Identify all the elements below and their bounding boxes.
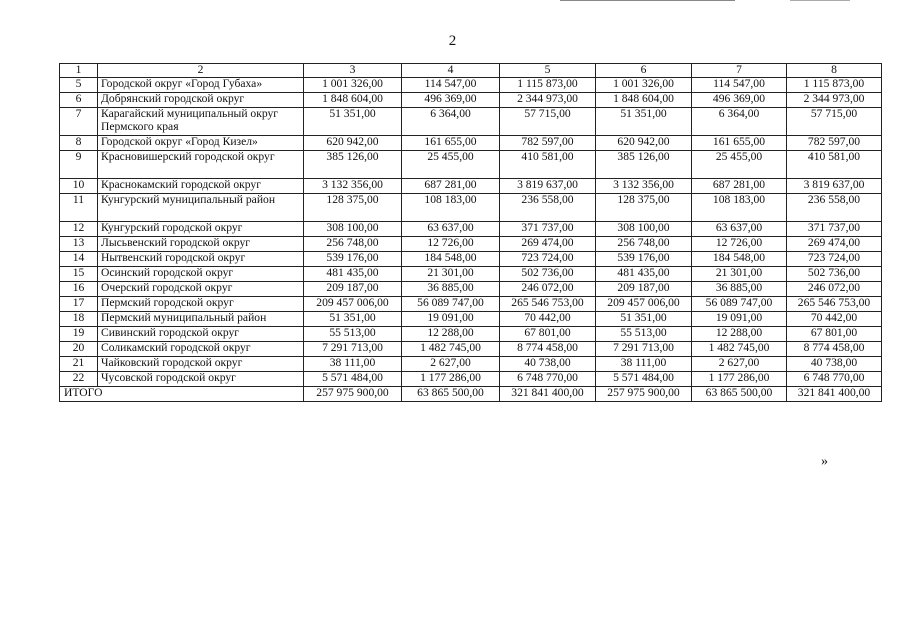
amount-cell: 620 942,00 (596, 136, 692, 151)
amount-cell: 2 344 973,00 (787, 93, 882, 108)
municipality-name-cell: Добрянский городской округ (98, 93, 304, 108)
column-header: 6 (596, 64, 692, 78)
row-number-cell: 17 (60, 297, 98, 312)
total-cell: 321 841 400,00 (787, 387, 882, 402)
amount-cell: 25 455,00 (692, 151, 787, 179)
amount-cell: 161 655,00 (402, 136, 500, 151)
table-row (60, 108, 882, 136)
closing-quote-mark: » (821, 454, 828, 469)
column-header: 4 (402, 64, 500, 78)
table-row (60, 78, 882, 93)
amount-cell: 496 369,00 (692, 93, 787, 108)
amount-cell: 481 435,00 (304, 267, 402, 282)
row-number-cell: 22 (60, 372, 98, 387)
amount-cell: 308 100,00 (304, 222, 402, 237)
amount-cell: 1 115 873,00 (787, 78, 882, 93)
amount-cell: 108 183,00 (692, 194, 787, 222)
amount-cell: 246 072,00 (500, 282, 596, 297)
table-row (60, 297, 882, 312)
row-number-cell: 5 (60, 78, 98, 93)
table-row (60, 151, 882, 179)
amount-cell: 539 176,00 (596, 252, 692, 267)
table-row (60, 136, 882, 151)
amount-cell: 67 801,00 (500, 327, 596, 342)
municipality-name-cell: Городской округ «Город Губаха» (98, 78, 304, 93)
table-row (60, 357, 882, 372)
row-number-cell: 9 (60, 151, 98, 179)
amount-cell: 3 819 637,00 (787, 179, 882, 194)
page-number: 2 (448, 33, 457, 49)
total-cell: 321 841 400,00 (500, 387, 596, 402)
column-header: 7 (692, 64, 787, 78)
municipality-name-cell: Чайковский городской округ (98, 357, 304, 372)
amount-cell: 12 726,00 (692, 237, 787, 252)
amount-cell: 108 183,00 (402, 194, 500, 222)
municipality-name-cell: Карагайский муниципальный округ Пермского края (98, 108, 304, 136)
table-row (60, 194, 882, 222)
amount-cell: 38 111,00 (596, 357, 692, 372)
column-header: 2 (98, 64, 304, 78)
amount-cell: 3 819 637,00 (500, 179, 596, 194)
amount-cell: 385 126,00 (596, 151, 692, 179)
amount-cell: 184 548,00 (692, 252, 787, 267)
amount-cell: 51 351,00 (596, 312, 692, 327)
amount-cell: 114 547,00 (402, 78, 500, 93)
row-number-cell: 6 (60, 93, 98, 108)
amount-cell: 269 474,00 (787, 237, 882, 252)
amount-cell: 56 089 747,00 (402, 297, 500, 312)
column-header: 5 (500, 64, 596, 78)
amount-cell: 51 351,00 (304, 312, 402, 327)
amount-cell: 236 558,00 (500, 194, 596, 222)
amount-cell: 184 548,00 (402, 252, 500, 267)
amount-cell: 256 748,00 (596, 237, 692, 252)
amount-cell: 265 546 753,00 (787, 297, 882, 312)
amount-cell: 7 291 713,00 (596, 342, 692, 357)
municipality-name-cell: Очерский городской округ (98, 282, 304, 297)
amount-cell: 236 558,00 (787, 194, 882, 222)
total-row (60, 387, 882, 402)
amount-cell: 12 288,00 (402, 327, 500, 342)
amount-cell: 57 715,00 (500, 108, 596, 136)
row-number-cell: 20 (60, 342, 98, 357)
amount-cell: 687 281,00 (402, 179, 500, 194)
amount-cell: 5 571 484,00 (596, 372, 692, 387)
total-cell: 63 865 500,00 (692, 387, 787, 402)
table-row (60, 342, 882, 357)
amount-cell: 256 748,00 (304, 237, 402, 252)
amount-cell: 12 726,00 (402, 237, 500, 252)
amount-cell: 371 737,00 (500, 222, 596, 237)
amount-cell: 63 637,00 (402, 222, 500, 237)
amount-cell: 1 001 326,00 (304, 78, 402, 93)
amount-cell: 1 001 326,00 (596, 78, 692, 93)
amount-cell: 723 724,00 (787, 252, 882, 267)
amount-cell: 410 581,00 (787, 151, 882, 179)
amount-cell: 6 748 770,00 (500, 372, 596, 387)
row-number-cell: 13 (60, 237, 98, 252)
amount-cell: 1 482 745,00 (402, 342, 500, 357)
amount-cell: 2 627,00 (402, 357, 500, 372)
row-number-cell: 7 (60, 108, 98, 136)
table-row (60, 267, 882, 282)
amount-cell: 1 482 745,00 (692, 342, 787, 357)
amount-cell: 308 100,00 (596, 222, 692, 237)
amount-cell: 56 089 747,00 (692, 297, 787, 312)
amount-cell: 782 597,00 (787, 136, 882, 151)
table-row (60, 372, 882, 387)
amount-cell: 723 724,00 (500, 252, 596, 267)
table-row (60, 222, 882, 237)
amount-cell: 40 738,00 (500, 357, 596, 372)
column-header: 1 (60, 64, 98, 78)
row-number-cell: 14 (60, 252, 98, 267)
amount-cell: 371 737,00 (787, 222, 882, 237)
municipality-name-cell: Кунгурский муниципальный район (98, 194, 304, 222)
amount-cell: 36 885,00 (692, 282, 787, 297)
amount-cell: 502 736,00 (787, 267, 882, 282)
amount-cell: 385 126,00 (304, 151, 402, 179)
amount-cell: 114 547,00 (692, 78, 787, 93)
total-cell: 63 865 500,00 (402, 387, 500, 402)
table-row (60, 252, 882, 267)
total-cell: 257 975 900,00 (596, 387, 692, 402)
amount-cell: 7 291 713,00 (304, 342, 402, 357)
amount-cell: 620 942,00 (304, 136, 402, 151)
amount-cell: 687 281,00 (692, 179, 787, 194)
municipality-name-cell: Кунгурский городской округ (98, 222, 304, 237)
row-number-cell: 10 (60, 179, 98, 194)
amount-cell: 12 288,00 (692, 327, 787, 342)
table-row (60, 93, 882, 108)
amount-cell: 782 597,00 (500, 136, 596, 151)
total-cell: 257 975 900,00 (304, 387, 402, 402)
amount-cell: 19 091,00 (692, 312, 787, 327)
amount-cell: 25 455,00 (402, 151, 500, 179)
row-number-cell: 15 (60, 267, 98, 282)
municipality-name-cell: Красновишерский городской округ (98, 151, 304, 179)
amount-cell: 40 738,00 (787, 357, 882, 372)
amount-cell: 496 369,00 (402, 93, 500, 108)
amount-cell: 410 581,00 (500, 151, 596, 179)
amount-cell: 21 301,00 (402, 267, 500, 282)
row-number-cell: 21 (60, 357, 98, 372)
table-header-row (60, 64, 882, 78)
amount-cell: 209 187,00 (596, 282, 692, 297)
amount-cell: 128 375,00 (304, 194, 402, 222)
amount-cell: 265 546 753,00 (500, 297, 596, 312)
amount-cell: 6 364,00 (402, 108, 500, 136)
municipality-name-cell: Чусовской городской округ (98, 372, 304, 387)
amount-cell: 6 364,00 (692, 108, 787, 136)
amount-cell: 6 748 770,00 (787, 372, 882, 387)
amount-cell: 5 571 484,00 (304, 372, 402, 387)
amount-cell: 67 801,00 (787, 327, 882, 342)
amount-cell: 55 513,00 (304, 327, 402, 342)
amount-cell: 36 885,00 (402, 282, 500, 297)
amount-cell: 1 115 873,00 (500, 78, 596, 93)
municipality-name-cell: Пермский городской округ (98, 297, 304, 312)
amount-cell: 502 736,00 (500, 267, 596, 282)
amount-cell: 246 072,00 (787, 282, 882, 297)
row-number-cell: 8 (60, 136, 98, 151)
amount-cell: 209 457 006,00 (596, 297, 692, 312)
amount-cell: 55 513,00 (596, 327, 692, 342)
column-header: 8 (787, 64, 882, 78)
amount-cell: 57 715,00 (787, 108, 882, 136)
total-label: ИТОГО (60, 387, 304, 402)
amount-cell: 21 301,00 (692, 267, 787, 282)
municipality-name-cell: Осинский городской округ (98, 267, 304, 282)
municipality-name-cell: Городской округ «Город Кизел» (98, 136, 304, 151)
municipality-name-cell: Нытвенский городской округ (98, 252, 304, 267)
amount-cell: 8 774 458,00 (500, 342, 596, 357)
scan-artifact-line (560, 0, 735, 1)
amount-cell: 2 627,00 (692, 357, 787, 372)
amount-cell: 63 637,00 (692, 222, 787, 237)
amount-cell: 2 344 973,00 (500, 93, 596, 108)
amount-cell: 1 177 286,00 (692, 372, 787, 387)
amount-cell: 539 176,00 (304, 252, 402, 267)
table-row (60, 282, 882, 297)
row-number-cell: 16 (60, 282, 98, 297)
amount-cell: 51 351,00 (304, 108, 402, 136)
amount-cell: 8 774 458,00 (787, 342, 882, 357)
amount-cell: 70 442,00 (500, 312, 596, 327)
amount-cell: 38 111,00 (304, 357, 402, 372)
municipality-name-cell: Пермский муниципальный район (98, 312, 304, 327)
row-number-cell: 11 (60, 194, 98, 222)
scan-artifact-line (790, 0, 850, 1)
amount-cell: 19 091,00 (402, 312, 500, 327)
amount-cell: 161 655,00 (692, 136, 787, 151)
row-number-cell: 12 (60, 222, 98, 237)
table-row (60, 312, 882, 327)
municipality-name-cell: Соликамский городской округ (98, 342, 304, 357)
row-number-cell: 19 (60, 327, 98, 342)
amount-cell: 1 848 604,00 (596, 93, 692, 108)
amount-cell: 1 177 286,00 (402, 372, 500, 387)
amount-cell: 70 442,00 (787, 312, 882, 327)
amount-cell: 269 474,00 (500, 237, 596, 252)
amount-cell: 3 132 356,00 (596, 179, 692, 194)
amount-cell: 209 187,00 (304, 282, 402, 297)
amount-cell: 128 375,00 (596, 194, 692, 222)
municipality-name-cell: Сивинский городской округ (98, 327, 304, 342)
table-row (60, 237, 882, 252)
amount-cell: 51 351,00 (596, 108, 692, 136)
municipality-name-cell: Краснокамский городской округ (98, 179, 304, 194)
table-row (60, 327, 882, 342)
amount-cell: 3 132 356,00 (304, 179, 402, 194)
allocation-table (59, 63, 882, 402)
column-header: 3 (304, 64, 402, 78)
municipality-name-cell: Лысьвенский городской округ (98, 237, 304, 252)
row-number-cell: 18 (60, 312, 98, 327)
amount-cell: 209 457 006,00 (304, 297, 402, 312)
table-row (60, 179, 882, 194)
amount-cell: 1 848 604,00 (304, 93, 402, 108)
amount-cell: 481 435,00 (596, 267, 692, 282)
